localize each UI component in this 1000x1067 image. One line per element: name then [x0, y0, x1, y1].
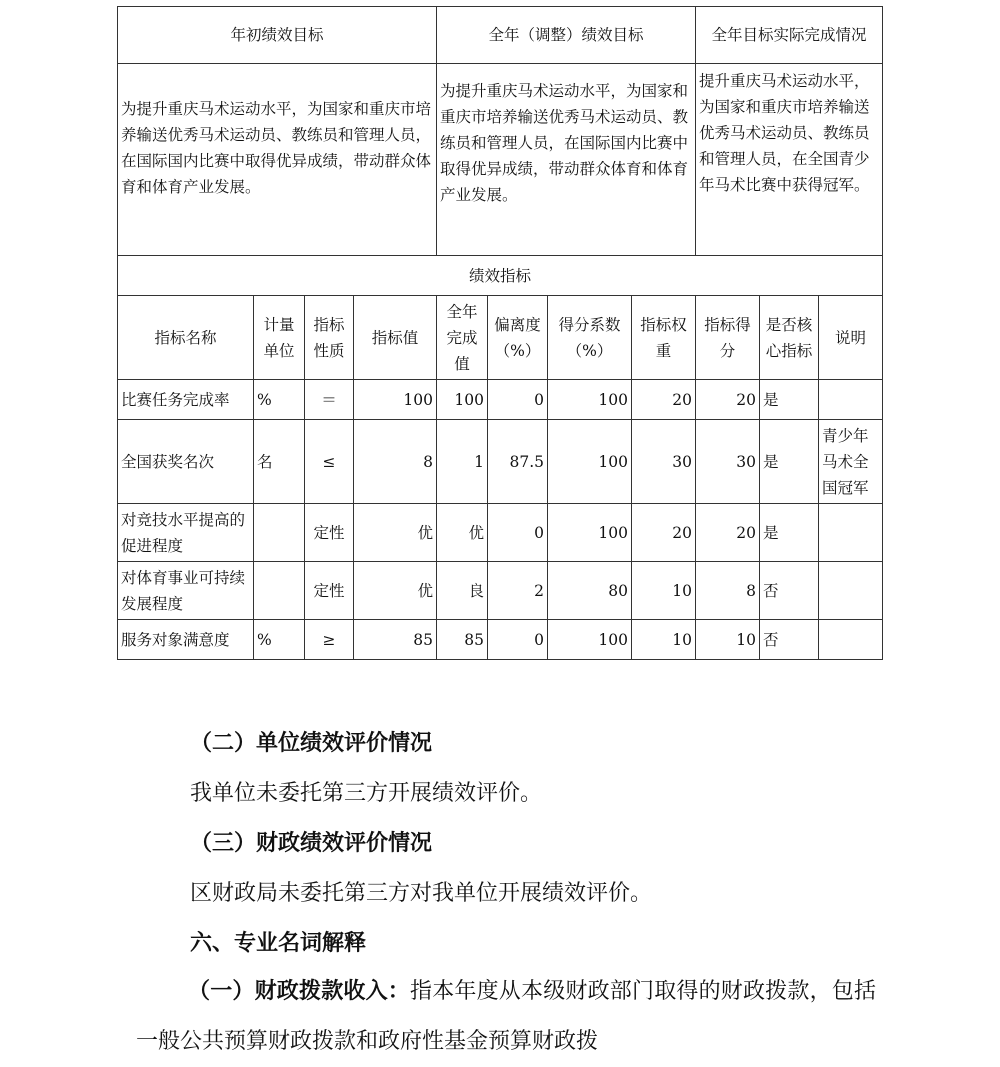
col-header: 指标名称 [118, 296, 254, 380]
goal-content-row [118, 64, 883, 256]
indicator-name: 全国获奖名次 [118, 420, 254, 504]
unit [254, 562, 305, 620]
nature: ＝ [305, 380, 354, 420]
deviation: 0 [488, 620, 548, 660]
unit: % [254, 380, 305, 420]
col-header: 指标得分 [696, 296, 760, 380]
col-header: 得分系数（%） [548, 296, 632, 380]
target-value: 8 [354, 420, 437, 504]
indicator-name: 比赛任务完成率 [118, 380, 254, 420]
note [819, 620, 883, 660]
table-row [118, 504, 883, 562]
unit-eval-heading: （二）单位绩效评价情况 [190, 730, 433, 756]
adjusted-goal-header: 全年（调整）绩效目标 [437, 7, 696, 64]
indicator-name: 对体育事业可持续发展程度 [118, 562, 254, 620]
target-value: 优 [354, 504, 437, 562]
is-core: 是 [760, 504, 819, 562]
note [819, 562, 883, 620]
actual-value: 100 [437, 380, 488, 420]
score: 20 [696, 380, 760, 420]
indicators-title: 绩效指标 [118, 256, 883, 296]
col-header: 说明 [819, 296, 883, 380]
col-header: 指标值 [354, 296, 437, 380]
col-header: 是否核心指标 [760, 296, 819, 380]
table-row [118, 620, 883, 660]
note [819, 504, 883, 562]
target-value: 优 [354, 562, 437, 620]
actual-status-text: 提升重庆马术运动水平，为国家和重庆市培养输送优秀马术运动员、教练员和管理人员，在全国青少年马术比赛中获得冠军。 [696, 64, 883, 256]
unit: % [254, 620, 305, 660]
nature: ≤ [305, 420, 354, 504]
is-core: 否 [760, 620, 819, 660]
term1-label: （一）财政拨款收入： [188, 978, 410, 1004]
deviation: 0 [488, 504, 548, 562]
nature: ≥ [305, 620, 354, 660]
actual-status-header: 全年目标实际完成情况 [696, 7, 883, 64]
actual-value: 85 [437, 620, 488, 660]
actual-value: 良 [437, 562, 488, 620]
unit-eval-text: 我单位未委托第三方开展绩效评价。 [190, 781, 543, 806]
score-coefficient: 100 [548, 620, 632, 660]
term1-text: 指本年度从本级财政部门取得的财政拨款，包括一般公共预算财政拨款和政府性基金预算财政拨 [136, 979, 876, 1054]
adjusted-goal-text: 为提升重庆马术运动水平，为国家和重庆市培养输送优秀马术运动员、教练员和管理人员，在国际国内比赛中取得优异成绩，带动群众体育和体育产业发展。 [437, 64, 696, 256]
score: 10 [696, 620, 760, 660]
nature: 定性 [305, 504, 354, 562]
col-header: 指标性质 [305, 296, 354, 380]
actual-value: 1 [437, 420, 488, 504]
term1-paragraph [136, 966, 876, 1067]
terms-heading: 六、专业名词解释 [190, 930, 367, 956]
note [819, 380, 883, 420]
finance-eval-heading: （三）财政绩效评价情况 [190, 830, 433, 856]
performance-table [117, 6, 883, 660]
weight: 20 [632, 504, 696, 562]
score-coefficient: 100 [548, 380, 632, 420]
deviation: 87.5 [488, 420, 548, 504]
col-header: 指标权重 [632, 296, 696, 380]
actual-value: 优 [437, 504, 488, 562]
is-core: 是 [760, 380, 819, 420]
table-row [118, 380, 883, 420]
indicator-name: 对竞技水平提高的促进程度 [118, 504, 254, 562]
col-header: 全年完成值 [437, 296, 488, 380]
weight: 10 [632, 562, 696, 620]
goal-header-row [118, 7, 883, 64]
score-coefficient: 100 [548, 504, 632, 562]
score: 20 [696, 504, 760, 562]
target-value: 100 [354, 380, 437, 420]
col-header: 计量单位 [254, 296, 305, 380]
unit [254, 504, 305, 562]
score-coefficient: 80 [548, 562, 632, 620]
nature: 定性 [305, 562, 354, 620]
initial-goal-header: 年初绩效目标 [118, 7, 437, 64]
table-row [118, 420, 883, 504]
weight: 20 [632, 380, 696, 420]
score: 8 [696, 562, 760, 620]
score: 30 [696, 420, 760, 504]
note: 青少年马术全国冠军 [819, 420, 883, 504]
is-core: 否 [760, 562, 819, 620]
initial-goal-text: 为提升重庆马术运动水平，为国家和重庆市培养输送优秀马术运动员、教练员和管理人员，在国际国内比赛中取得优异成绩，带动群众体育和体育产业发展。 [118, 64, 437, 256]
weight: 30 [632, 420, 696, 504]
finance-eval-text: 区财政局未委托第三方对我单位开展绩效评价。 [190, 881, 653, 906]
table-row [118, 562, 883, 620]
deviation: 0 [488, 380, 548, 420]
target-value: 85 [354, 620, 437, 660]
indicators-title-row [118, 256, 883, 296]
indicator-name: 服务对象满意度 [118, 620, 254, 660]
column-header-row [118, 296, 883, 380]
weight: 10 [632, 620, 696, 660]
deviation: 2 [488, 562, 548, 620]
unit: 名 [254, 420, 305, 504]
score-coefficient: 100 [548, 420, 632, 504]
is-core: 是 [760, 420, 819, 504]
col-header: 偏离度（%） [488, 296, 548, 380]
